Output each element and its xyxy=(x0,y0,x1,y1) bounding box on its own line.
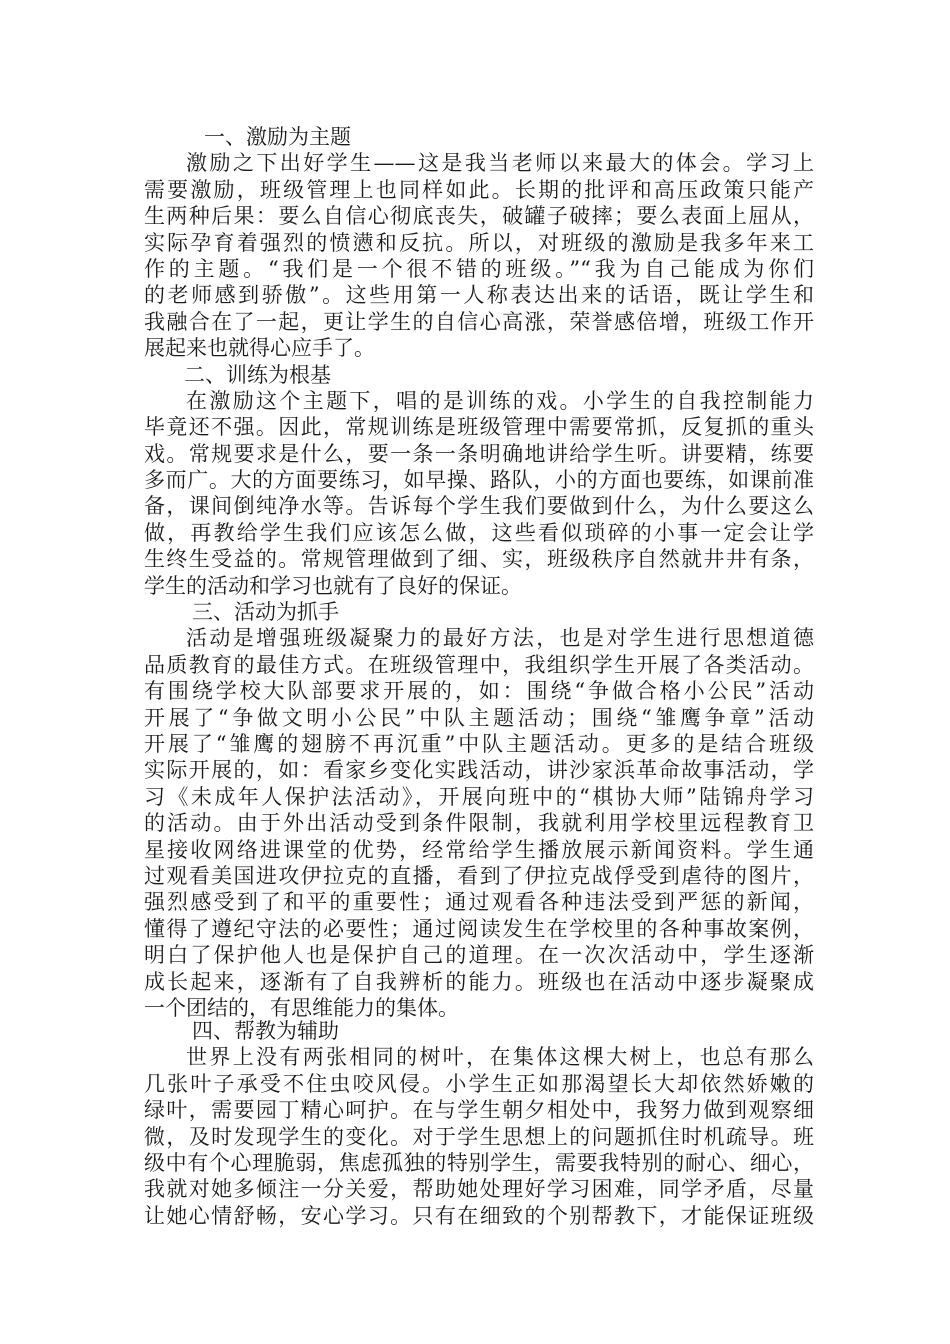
paragraph-line: 生两种后果：要么自信心彻底丧失，破罐子破摔；要么表面上屈从， xyxy=(144,204,814,229)
paragraph-line: 备，课间倒纯净水等。告诉每个学生我们要做到什么，为什么要这么 xyxy=(144,494,814,519)
paragraph-line: 我融合在了一起，更让学生的自信心高涨，荣誉感倍增，班级工作开 xyxy=(144,309,814,334)
paragraph-line: 微，及时发现学生的变化。对于学生思想上的问题抓住时机疏导。班 xyxy=(144,1124,814,1149)
paragraph-line: 做，再教给学生我们应该怎么做，这些看似琐碎的小事一定会让学 xyxy=(144,520,814,545)
paragraph-line: 懂得了遵纪守法的必要性；通过阅读发生在学校里的各种事故案例， xyxy=(144,916,814,941)
paragraph-line: 明白了保护他人也是保护自己的道理。在一次次活动中，学生逐渐 xyxy=(144,943,814,968)
paragraph-line: 实际孕育着强烈的愤懑和反抗。所以，对班级的激励是我多年来工 xyxy=(144,230,814,255)
paragraph-line: 活动是增强班级凝聚力的最好方法，也是对学生进行思想道德 xyxy=(186,626,814,651)
paragraph-line: 有围绕学校大队部要求开展的，如：围绕“争做合格小公民”活动 xyxy=(144,679,814,704)
paragraph-line: 习《未成年人保护法活动》，开展向班中的“棋协大师”陆锦舟学习 xyxy=(144,784,814,809)
section-heading-1: 一、激励为主题 xyxy=(204,125,351,149)
paragraph-line: 绿叶，需要园丁精心呵护。在与学生朝夕相处中，我努力做到观察细 xyxy=(144,1098,814,1123)
paragraph-line: 在激励这个主题下，唱的是训练的戏。小学生的自我控制能力 xyxy=(186,388,814,413)
paragraph-line: 需要激励，班级管理上也同样如此。长期的批评和高压政策只能产 xyxy=(144,177,814,202)
paragraph-line: 开展了“争做文明小公民”中队主题活动；围绕“雏鹰争章”活动 xyxy=(144,705,814,730)
paragraph-line: 过观看美国进攻伊拉克的直播，看到了伊拉克战俘受到虐待的图片， xyxy=(144,863,814,888)
paragraph-line: 的老师感到骄傲”。这些用第一人称表达出来的话语，既让学生和 xyxy=(144,283,814,308)
paragraph-line: 生终生受益的。常规管理做到了细、实，班级秩序自然就井井有条， xyxy=(144,547,814,572)
document-body-upper xyxy=(144,124,814,1021)
paragraph-line: 实际开展的，如：看家乡变化实践活动，讲沙家浜革命故事活动，学 xyxy=(144,758,814,783)
paragraph-line: 一个团结的，有思维能力的集体。 xyxy=(144,995,459,1020)
paragraph-line: 让她心情舒畅，安心学习。只有在细致的个别帮教下，才能保证班级 xyxy=(144,1203,814,1228)
paragraph-line: 级中有个心理脆弱，焦虑孤独的特别学生，需要我特别的耐心、细心， xyxy=(144,1150,814,1175)
document-body-lower xyxy=(144,1018,814,1229)
paragraph-line: 品质教育的最佳方式。在班级管理中，我组织学生开展了各类活动。 xyxy=(144,652,814,677)
paragraph-line: 展起来也就得心应手了。 xyxy=(144,336,375,361)
paragraph-line: 我就对她多倾注一分关爱，帮助她处理好学习困难，同学矛盾，尽量 xyxy=(144,1177,814,1202)
section-heading-3: 三、活动为抓手 xyxy=(192,600,339,625)
section-heading-2: 二、训练为根基 xyxy=(184,362,331,387)
paragraph-line: 几张叶子承受不住虫咬风侵。小学生正如那渴望长大却依然娇嫩的 xyxy=(144,1071,814,1096)
paragraph-line: 作的主题。“我们是一个很不错的班级。”“我为自己能成为你们 xyxy=(144,256,814,281)
paragraph-line: 开展了“雏鹰的翅膀不再沉重”中队主题活动。更多的是结合班级 xyxy=(144,731,814,756)
paragraph-line: 星接收网络进课堂的优势，经常给学生播放展示新闻资料。学生通 xyxy=(144,837,814,862)
paragraph-line: 强烈感受到了和平的重要性；通过观看各种违法受到严惩的新闻， xyxy=(144,890,814,915)
paragraph-line: 戏。常规要求是什么，要一条一条明确地讲给学生听。讲要精，练要 xyxy=(144,441,814,466)
paragraph-line: 成长起来，逐渐有了自我辨析的能力。班级也在活动中逐步凝聚成 xyxy=(144,969,814,994)
paragraph-line: 激励之下出好学生——这是我当老师以来最大的体会。学习上 xyxy=(186,151,814,176)
section-heading-4: 四、帮教为辅助 xyxy=(192,1019,339,1043)
paragraph-line: 世界上没有两张相同的树叶，在集体这棵大树上，也总有那么 xyxy=(186,1045,814,1070)
paragraph-line: 学生的活动和学习也就有了良好的保证。 xyxy=(144,573,522,598)
paragraph-line: 毕竟还不强。因此，常规训练是班级管理中需要常抓，反复抓的重头 xyxy=(144,415,814,440)
paragraph-line: 多而广。大的方面要练习，如早操、路队，小的方面也要练，如课前准 xyxy=(144,468,814,493)
paragraph-line: 的活动。由于外出活动受到条件限制，我就利用学校里远程教育卫 xyxy=(144,811,814,836)
